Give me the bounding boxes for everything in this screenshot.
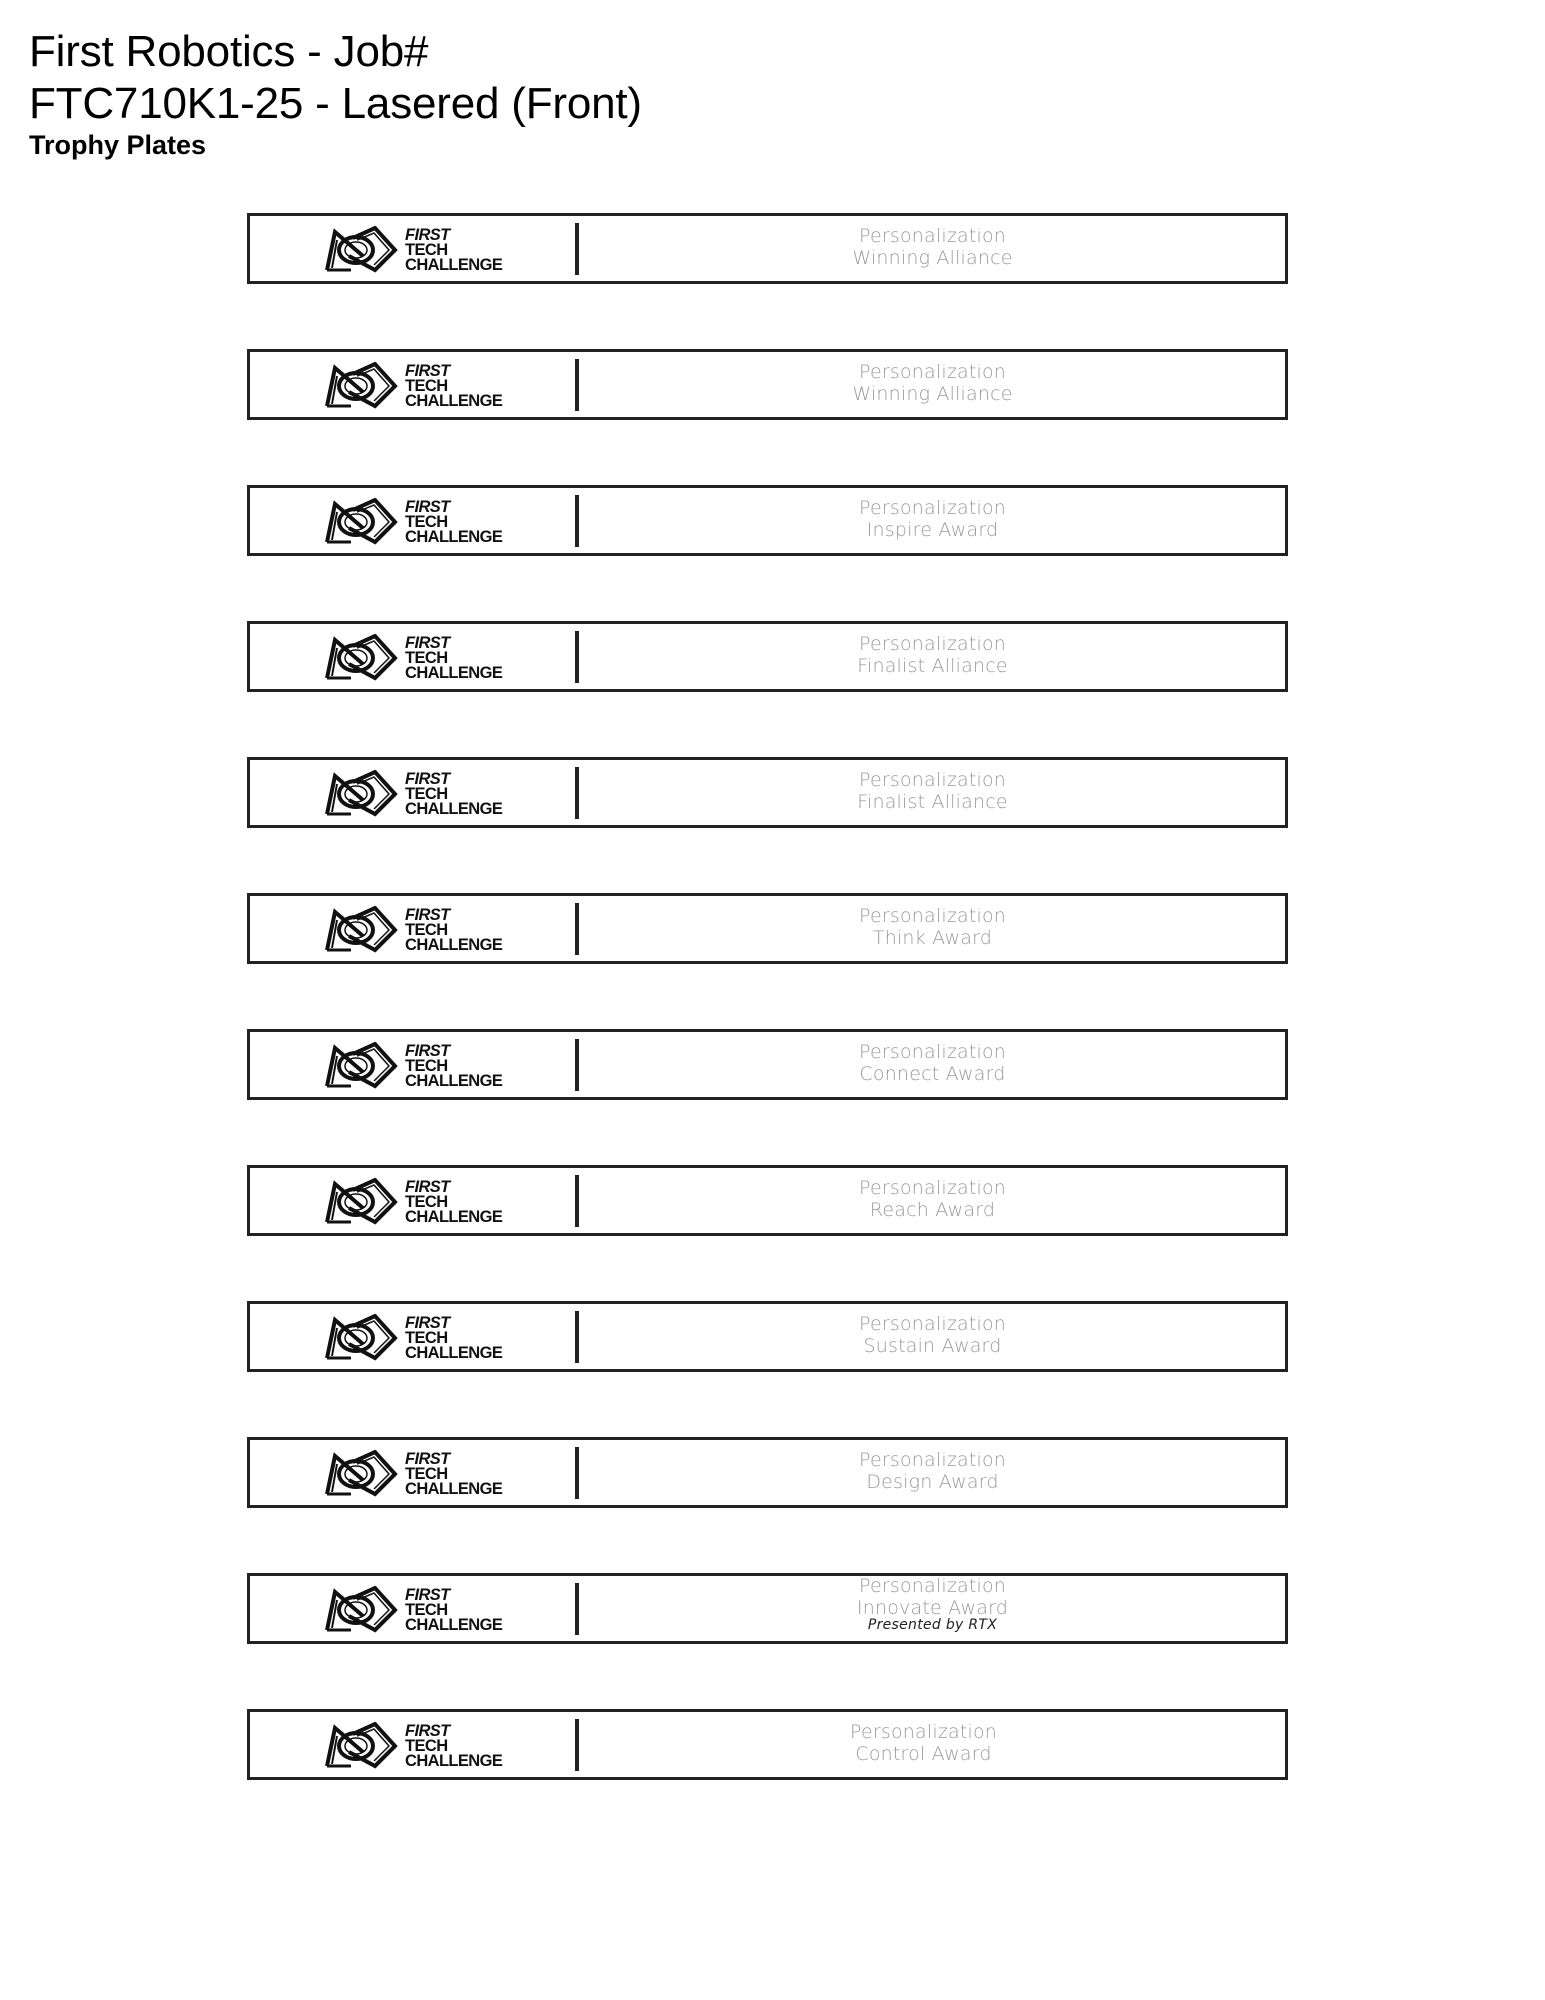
logo-first: FIRST [405, 769, 450, 788]
award-label: Winning Alliance [852, 247, 1013, 269]
logo-tech: TECH [405, 1192, 448, 1211]
plate-divider [575, 1039, 579, 1091]
presented-by-label: Presented by RTX [867, 1617, 998, 1633]
personalization-label: Personalization [858, 225, 1007, 247]
logo-first: FIRST [405, 1041, 450, 1060]
ftc-logo [323, 632, 502, 684]
logo-tech: TECH [405, 512, 448, 531]
first-tech-challenge-logo-icon [323, 1722, 399, 1770]
plate-divider [575, 1583, 579, 1635]
first-tech-challenge-logo-icon [323, 1450, 399, 1498]
trophy-plate-5 [247, 757, 1288, 828]
award-label: Think Award [872, 927, 993, 949]
ftc-wordmark [405, 1449, 503, 1498]
plate-divider [575, 767, 579, 819]
logo-first: FIRST [405, 633, 450, 652]
logo-tech: TECH [405, 1056, 448, 1075]
personalization-label: Personalization [849, 1721, 998, 1743]
job-title-line-1: First Robotics - Job# [29, 27, 429, 76]
plate-divider [575, 903, 579, 955]
logo-challenge: CHALLENGE [405, 1751, 503, 1770]
ftc-logo [323, 1584, 502, 1636]
ftc-wordmark [405, 905, 503, 954]
logo-challenge: CHALLENGE [405, 1615, 503, 1634]
ftc-wordmark [405, 633, 503, 682]
page-header [29, 26, 642, 160]
trophy-plate-12 [247, 1709, 1288, 1780]
logo-challenge: CHALLENGE [405, 935, 503, 954]
plate-text [580, 1721, 1285, 1765]
personalization-label: Personalization [858, 1041, 1007, 1063]
personalization-label: Personalization [858, 1575, 1007, 1597]
personalization-label: Personalization [858, 1177, 1007, 1199]
award-label: Sustain Award [863, 1335, 1002, 1357]
ftc-wordmark [405, 1721, 503, 1770]
first-tech-challenge-logo-icon [323, 226, 399, 274]
ftc-logo [323, 1720, 502, 1772]
ftc-logo [323, 496, 502, 548]
plate-divider [575, 1447, 579, 1499]
logo-first: FIRST [405, 1721, 450, 1740]
plate-divider [575, 631, 579, 683]
plate-text [580, 633, 1285, 677]
plate-divider [575, 1311, 579, 1363]
personalization-label: Personalization [858, 769, 1007, 791]
logo-tech: TECH [405, 376, 448, 395]
award-label: Winning Alliance [852, 383, 1013, 405]
first-tech-challenge-logo-icon [323, 1042, 399, 1090]
logo-first: FIRST [405, 497, 450, 516]
plate-text [580, 225, 1285, 269]
logo-tech: TECH [405, 1600, 448, 1619]
logo-challenge: CHALLENGE [405, 391, 503, 410]
ftc-logo [323, 1040, 502, 1092]
logo-challenge: CHALLENGE [405, 799, 503, 818]
job-title-line-2: FTC710K1-25 - Lasered (Front) [29, 79, 642, 128]
ftc-logo [323, 224, 502, 276]
logo-tech: TECH [405, 1736, 448, 1755]
first-tech-challenge-logo-icon [323, 770, 399, 818]
logo-challenge: CHALLENGE [405, 1207, 503, 1226]
first-tech-challenge-logo-icon [323, 1314, 399, 1362]
section-subtitle: Trophy Plates [29, 130, 207, 160]
plate-divider [575, 359, 579, 411]
plate-text [580, 1449, 1285, 1493]
ftc-logo [323, 360, 502, 412]
award-label: Control Award [855, 1743, 992, 1765]
award-label: Inspire Award [866, 519, 999, 541]
personalization-label: Personalization [858, 905, 1007, 927]
ftc-logo [323, 1448, 502, 1500]
plate-divider [575, 1719, 579, 1771]
logo-first: FIRST [405, 1177, 450, 1196]
trophy-plate-10 [247, 1437, 1288, 1508]
trophy-plate-8 [247, 1165, 1288, 1236]
logo-challenge: CHALLENGE [405, 1479, 503, 1498]
plate-text [580, 1575, 1285, 1632]
logo-tech: TECH [405, 1464, 448, 1483]
plate-divider [575, 495, 579, 547]
logo-challenge: CHALLENGE [405, 255, 503, 274]
ftc-wordmark [405, 361, 503, 410]
first-tech-challenge-logo-icon [323, 1178, 399, 1226]
trophy-plate-3 [247, 485, 1288, 556]
plate-text [580, 1313, 1285, 1357]
ftc-logo [323, 1312, 502, 1364]
first-tech-challenge-logo-icon [323, 362, 399, 410]
first-tech-challenge-logo-icon [323, 634, 399, 682]
trophy-plate-list [247, 213, 1288, 1845]
logo-first: FIRST [405, 361, 450, 380]
ftc-wordmark [405, 1585, 503, 1634]
trophy-plate-11 [247, 1573, 1288, 1644]
personalization-label: Personalization [858, 1449, 1007, 1471]
plate-text [580, 497, 1285, 541]
plate-text [580, 905, 1285, 949]
ftc-logo [323, 768, 502, 820]
personalization-label: Personalization [858, 1313, 1007, 1335]
ftc-logo [323, 904, 502, 956]
personalization-label: Personalization [858, 497, 1007, 519]
plate-text [580, 769, 1285, 813]
logo-tech: TECH [405, 1328, 448, 1347]
first-tech-challenge-logo-icon [323, 498, 399, 546]
logo-first: FIRST [405, 905, 450, 924]
ftc-wordmark [405, 225, 503, 274]
ftc-wordmark [405, 1177, 503, 1226]
plate-text [580, 361, 1285, 405]
logo-first: FIRST [405, 1449, 450, 1468]
logo-tech: TECH [405, 784, 448, 803]
trophy-plate-2 [247, 349, 1288, 420]
personalization-label: Personalization [858, 633, 1007, 655]
first-tech-challenge-logo-icon [323, 906, 399, 954]
trophy-plate-4 [247, 621, 1288, 692]
plate-divider [575, 223, 579, 275]
logo-challenge: CHALLENGE [405, 527, 503, 546]
ftc-wordmark [405, 1313, 503, 1362]
ftc-wordmark [405, 1041, 503, 1090]
plate-text [580, 1177, 1285, 1221]
award-label: Reach Award [869, 1199, 996, 1221]
ftc-wordmark [405, 497, 503, 546]
logo-tech: TECH [405, 648, 448, 667]
award-label: Connect Award [859, 1063, 1006, 1085]
logo-challenge: CHALLENGE [405, 1071, 503, 1090]
trophy-plate-7 [247, 1029, 1288, 1100]
logo-tech: TECH [405, 240, 448, 259]
trophy-plate-9 [247, 1301, 1288, 1372]
logo-challenge: CHALLENGE [405, 1343, 503, 1362]
trophy-plate-1 [247, 213, 1288, 284]
award-label: Finalist Alliance [857, 791, 1008, 813]
logo-first: FIRST [405, 1585, 450, 1604]
trophy-plate-6 [247, 893, 1288, 964]
logo-first: FIRST [405, 1313, 450, 1332]
plate-text [580, 1041, 1285, 1085]
personalization-label: Personalization [858, 361, 1007, 383]
award-label: Finalist Alliance [857, 655, 1008, 677]
logo-tech: TECH [405, 920, 448, 939]
logo-challenge: CHALLENGE [405, 663, 503, 682]
ftc-logo [323, 1176, 502, 1228]
logo-first: FIRST [405, 225, 450, 244]
plate-divider [575, 1175, 579, 1227]
first-tech-challenge-logo-icon [323, 1586, 399, 1634]
ftc-wordmark [405, 769, 503, 818]
award-label: Design Award [866, 1471, 999, 1493]
award-label: Innovate Award [856, 1597, 1009, 1619]
